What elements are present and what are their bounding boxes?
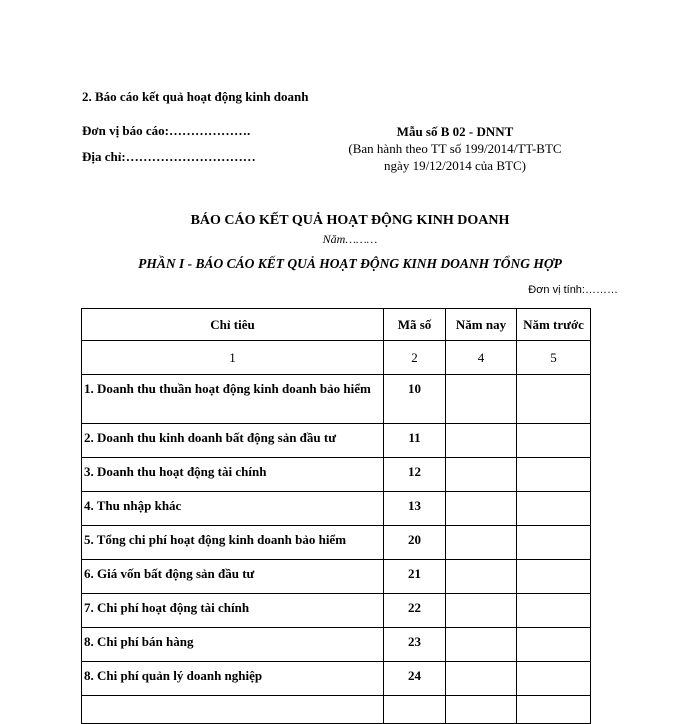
report-year: Năm……… [322, 232, 378, 246]
row-current [446, 458, 517, 492]
row-previous [517, 375, 591, 424]
column-numbering-row [82, 341, 591, 375]
table-row [82, 628, 591, 662]
table-header-row [82, 309, 591, 341]
row-code: 24 [384, 662, 446, 696]
table-row [82, 375, 591, 424]
column-number: 2 [384, 341, 446, 375]
row-code: 13 [384, 492, 446, 526]
row-code: 12 [384, 458, 446, 492]
form-reference [330, 123, 580, 174]
reporting-unit-label: Đơn vị báo cáo:………………. [82, 123, 251, 138]
row-current [446, 526, 517, 560]
table-row [82, 458, 591, 492]
row-name: 5. Tổng chi phí hoạt động kinh doanh bảo hiểm [82, 526, 384, 560]
table-row [82, 594, 591, 628]
column-number: 4 [446, 341, 517, 375]
column-number: 5 [517, 341, 591, 375]
column-number: 1 [82, 341, 384, 375]
report-title: BÁO CÁO KẾT QUẢ HOẠT ĐỘNG KINH DOANH [190, 213, 510, 228]
row-current [446, 662, 517, 696]
row-current [446, 424, 517, 458]
table-row [82, 560, 591, 594]
table-row [82, 526, 591, 560]
address-label: Địa chỉ:………………………… [82, 149, 256, 164]
row-previous [517, 492, 591, 526]
row-current [446, 628, 517, 662]
row-code: 20 [384, 526, 446, 560]
row-current [446, 375, 517, 424]
income-statement-table [81, 308, 591, 724]
table-row [82, 492, 591, 526]
issued-date: ngày 19/12/2014 của BTC) [384, 158, 526, 173]
table-row [82, 424, 591, 458]
form-number: Mẫu số B 02 - DNNT [396, 124, 514, 139]
header-previous-year: Năm trước [517, 309, 591, 341]
row-code: 22 [384, 594, 446, 628]
header-current-year: Năm nay [446, 309, 517, 341]
row-name: 1. Doanh thu thuần hoạt động kinh doanh bảo hiểm [82, 375, 384, 424]
row-current [446, 594, 517, 628]
row-name: 8. Chi phí quản lý doanh nghiệp [82, 662, 384, 696]
row-previous [517, 594, 591, 628]
row-name: 3. Doanh thu hoạt động tài chính [82, 458, 384, 492]
row-current [446, 560, 517, 594]
row-previous [517, 560, 591, 594]
part-title: PHẦN I - BÁO CÁO KẾT QUẢ HOẠT ĐỘNG KINH DOANH TỔNG HỢP [138, 256, 562, 271]
row-name: 2. Doanh thu kinh doanh bất động sản đầu tư [82, 424, 384, 458]
issued-by: (Ban hành theo TT số 199/2014/TT-BTC [348, 141, 562, 156]
row-name: 7. Chi phí hoạt động tài chính [82, 594, 384, 628]
row-previous [517, 526, 591, 560]
section-title: 2. Báo cáo kết quả hoạt động kinh doanh [82, 89, 309, 104]
row-name: 8. Chi phí bán hàng [82, 628, 384, 662]
table-row [82, 662, 591, 696]
row-code: 21 [384, 560, 446, 594]
header-indicator: Chỉ tiêu [82, 309, 384, 341]
row-previous [517, 628, 591, 662]
row-code: 23 [384, 628, 446, 662]
row-code: 11 [384, 424, 446, 458]
row-previous [517, 458, 591, 492]
currency-unit: Đơn vị tính:……… [528, 284, 618, 296]
row-code: 10 [384, 375, 446, 424]
row-previous [517, 424, 591, 458]
header-code: Mã số [384, 309, 446, 341]
row-previous [517, 662, 591, 696]
row-name: 6. Giá vốn bất động sản đầu tư [82, 560, 384, 594]
row-name: 4. Thu nhập khác [82, 492, 384, 526]
row-current [446, 492, 517, 526]
